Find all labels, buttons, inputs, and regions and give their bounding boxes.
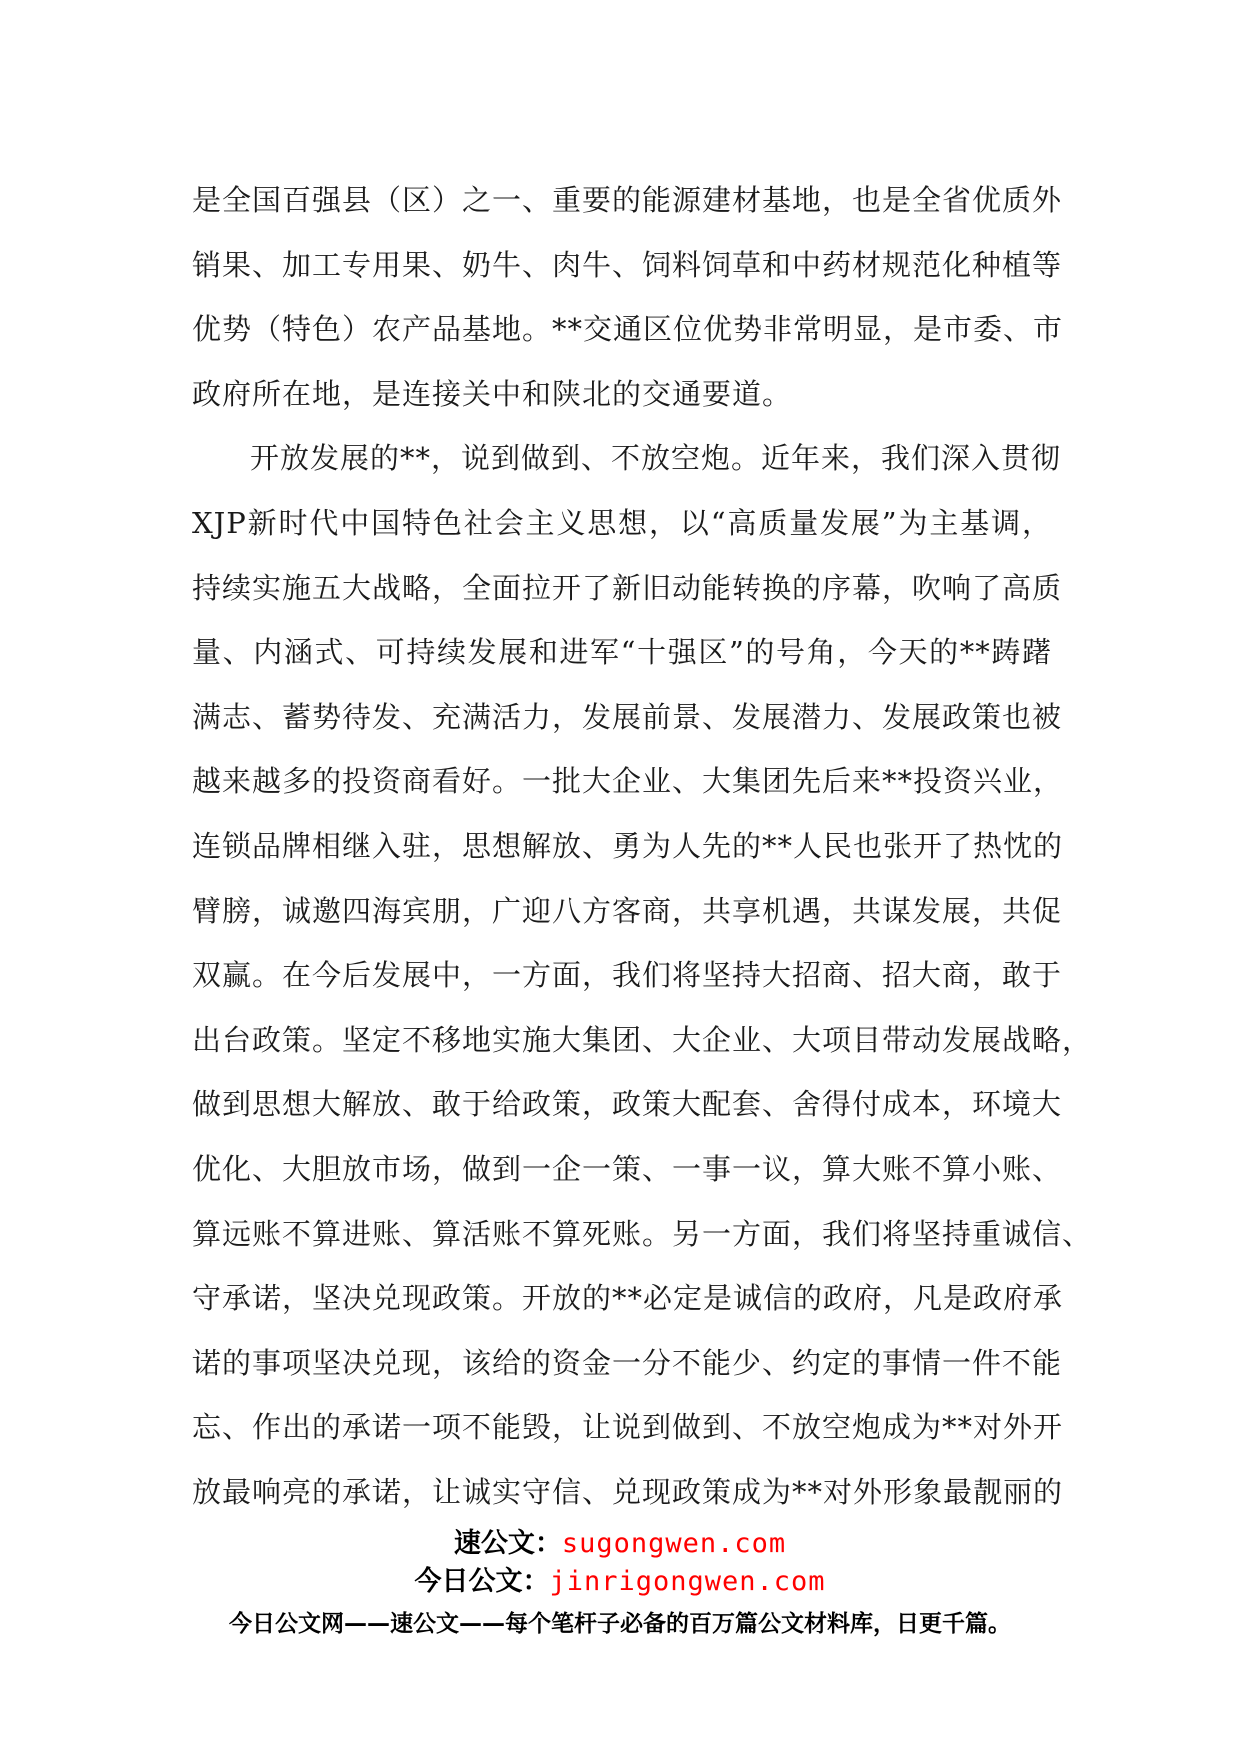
text-line: XJP新时代中国特色社会主义思想，以“高质量发展”为主基调， [192, 505, 1052, 540]
text-line: 连锁品牌相继入驻，思想解放、勇为人先的**人民也张开了热忱的 [192, 828, 1064, 863]
text-line: 是全国百强县（区）之一、重要的能源建材基地，也是全省优质外 [192, 183, 1063, 217]
text-line: 算远账不算进账、算活账不算死账。另一方面，我们将坚持重诚信、 [192, 1216, 1093, 1251]
text-line: 销果、加工专用果、奶牛、肉牛、饲料饲草和中药材规范化种植等 [192, 247, 1063, 282]
footer-jinrigongwen [0, 1563, 1240, 1601]
text-line: 满志、蓄势待发、充满活力，发展前景、发展潜力、发展政策也被 [192, 699, 1063, 734]
text-line: 双赢。在今后发展中，一方面，我们将坚持大招商、招大商，敢于 [192, 958, 1063, 993]
text-line: 开放发展的**，说到做到、不放空炮。近年来，我们深入贯彻 [250, 441, 1062, 476]
text-line: 臂膀，诚邀四海宾朋，广迎八方客商，共享机遇，共谋发展，共促 [192, 893, 1063, 928]
document-body [192, 168, 1093, 1524]
text-line: 放最响亮的承诺，让诚实守信、兑现政策成为**对外形象最靓丽的 [192, 1474, 1064, 1509]
text-line: 优化、大胆放市场，做到一企一策、一事一议，算大账不算小账、 [192, 1151, 1063, 1186]
text-line: 优势（特色）农产品基地。**交通区位优势非常明显，是市委、市 [192, 312, 1064, 347]
text-line: 忘、作出的承诺一项不能毁，让说到做到、不放空炮成为**对外开 [192, 1410, 1064, 1445]
footer-sugongwen [0, 1525, 1240, 1563]
text-line: 政府所在地，是连接关中和陕北的交通要道。 [192, 376, 793, 411]
footer-label: 今日公文： [414, 1566, 550, 1597]
sugongwen-link[interactable]: sugongwen.com [561, 1528, 787, 1559]
text-line: 诺的事项坚决兑现，该给的资金一分不能少、约定的事情一件不能 [192, 1345, 1063, 1380]
text-line: 做到思想大解放、敢于给政策，政策大配套、舍得付成本，环境大 [192, 1087, 1063, 1122]
footer-watermark [0, 1525, 1240, 1641]
text-line: 持续实施五大战略，全面拉开了新旧动能转换的序幕，吹响了高质 [192, 570, 1063, 605]
jinrigongwen-link[interactable]: jinrigongwen.com [549, 1566, 826, 1597]
text-line: 越来越多的投资商看好。一批大企业、大集团先后来**投资兴业， [192, 764, 1064, 799]
footer-label: 速公文： [453, 1528, 562, 1559]
text-line: 出台政策。坚定不移地实施大集团、大企业、大项目带动发展战略， [192, 1022, 1093, 1057]
text-line: 量、内涵式、可持续发展和进军“十强区”的号角，今天的**踌躇 [192, 635, 1052, 670]
text-line: 守承诺，坚决兑现政策。开放的**必定是诚信的政府，凡是政府承 [192, 1281, 1064, 1316]
footer-tagline: 今日公文网——速公文——每个笔杆子必备的百万篇公文材料库，日更千篇。 [229, 1611, 1011, 1637]
